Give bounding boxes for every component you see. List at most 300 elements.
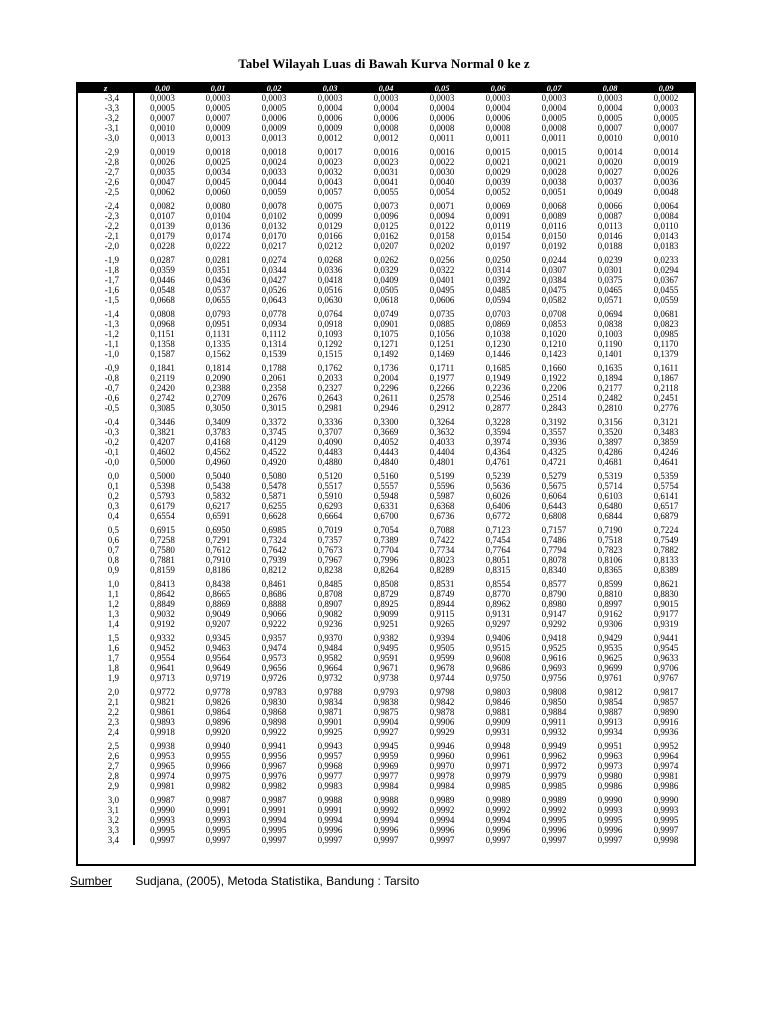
table-body <box>78 93 694 845</box>
probability-cell: 0,9964 <box>653 751 679 761</box>
probability-cell: 0,9370 <box>317 633 343 643</box>
z-value: -1,9 <box>78 255 134 265</box>
probability-cell: 0,0681 <box>653 309 679 319</box>
probability-cell: 0,0036 <box>653 177 679 187</box>
probability-cell: 0,9406 <box>485 633 511 643</box>
probability-cell: 0,7291 <box>205 535 231 545</box>
probability-cell: 0,0009 <box>205 123 231 133</box>
probability-cell: 0,3015 <box>261 403 287 413</box>
probability-cell: 0,9382 <box>373 633 399 643</box>
probability-cell: 0,0019 <box>653 157 679 167</box>
z-value: 1,2 <box>78 599 134 609</box>
probability-cell: 0,6026 <box>485 491 511 501</box>
z-value: 1,4 <box>78 619 134 629</box>
probability-cell: 0,9032 <box>150 609 175 619</box>
probability-cell: 0,0026 <box>653 167 679 177</box>
probability-cell: 0,9484 <box>317 643 343 653</box>
probability-cell: 0,2118 <box>653 383 679 393</box>
probability-cell: 0,9767 <box>653 673 679 683</box>
probability-cell: 0,0003 <box>653 103 679 113</box>
probability-cell: 0,9306 <box>597 619 623 629</box>
probability-cell: 0,1230 <box>485 339 511 349</box>
probability-cell: 0,3372 <box>261 417 287 427</box>
probability-cell: 0,9842 <box>429 697 455 707</box>
probability-cell: 0,9719 <box>205 673 231 683</box>
probability-cell: 0,0202 <box>429 241 455 251</box>
probability-cell: 0,0049 <box>597 187 623 197</box>
probability-cell: 0,9788 <box>317 687 343 697</box>
probability-cell: 0,9904 <box>373 717 399 727</box>
probability-cell: 0,0004 <box>597 103 623 113</box>
probability-cell: 0,9995 <box>150 825 175 835</box>
table-row <box>78 717 694 727</box>
probability-cell: 0,9099 <box>373 609 399 619</box>
probability-cell: 0,9564 <box>205 653 231 663</box>
probability-cell: 0,6915 <box>150 525 175 535</box>
probability-cell: 0,9949 <box>541 741 567 751</box>
table-header <box>78 84 694 93</box>
probability-cell: 0,6179 <box>150 501 175 511</box>
probability-cell: 0,0526 <box>261 285 287 295</box>
probability-cell: 0,5160 <box>373 471 399 481</box>
z-value: -0,1 <box>78 447 134 457</box>
probability-cell: 0,2206 <box>541 383 567 393</box>
z-value: -2,7 <box>78 167 134 177</box>
probability-cell: 0,2810 <box>597 403 623 413</box>
probability-cell: 0,5754 <box>653 481 679 491</box>
probability-cell: 0,9699 <box>597 663 623 673</box>
table-row <box>78 535 694 545</box>
probability-cell: 0,5675 <box>541 481 567 491</box>
table-row <box>78 751 694 761</box>
probability-cell: 0,0668 <box>150 295 175 305</box>
probability-cell: 0,0793 <box>205 309 231 319</box>
z-value: 1,5 <box>78 633 134 643</box>
probability-cell: 0,8869 <box>205 599 231 609</box>
probability-cell: 0,4681 <box>597 457 623 467</box>
probability-cell: 0,2266 <box>429 383 455 393</box>
probability-cell: 0,9980 <box>597 771 623 781</box>
probability-cell: 0,5398 <box>150 481 175 491</box>
probability-cell: 0,5478 <box>261 481 287 491</box>
probability-cell: 0,9989 <box>429 795 455 805</box>
probability-cell: 0,9992 <box>429 805 455 815</box>
probability-cell: 0,4325 <box>541 447 567 457</box>
probability-cell: 0,0262 <box>373 255 399 265</box>
probability-cell: 0,0150 <box>541 231 567 241</box>
probability-cell: 0,2912 <box>429 403 455 413</box>
probability-cell: 0,9996 <box>541 825 567 835</box>
probability-cell: 0,9997 <box>205 835 231 845</box>
probability-cell: 0,8708 <box>317 589 343 599</box>
probability-cell: 0,7157 <box>541 525 567 535</box>
probability-cell: 0,8340 <box>541 565 567 575</box>
probability-cell: 0,1949 <box>485 373 511 383</box>
probability-cell: 0,0233 <box>653 255 679 265</box>
z-value: 3,3 <box>78 825 134 835</box>
probability-cell: 0,5279 <box>541 471 567 481</box>
table-row <box>78 511 694 521</box>
probability-cell: 0,0559 <box>653 295 679 305</box>
probability-cell: 0,9994 <box>317 815 343 825</box>
probability-cell: 0,0136 <box>205 221 231 231</box>
probability-cell: 0,8962 <box>485 599 511 609</box>
probability-cell: 0,8315 <box>485 565 511 575</box>
probability-cell: 0,9893 <box>150 717 175 727</box>
probability-cell: 0,9992 <box>485 805 511 815</box>
header-col-8: 0,07 <box>526 84 582 93</box>
probability-cell: 0,0853 <box>541 319 567 329</box>
probability-cell: 0,9995 <box>205 825 231 835</box>
probability-cell: 0,0020 <box>597 157 623 167</box>
probability-cell: 0,4840 <box>373 457 399 467</box>
probability-cell: 0,1379 <box>653 349 679 359</box>
probability-cell: 0,4761 <box>485 457 511 467</box>
probability-cell: 0,9817 <box>653 687 679 697</box>
probability-cell: 0,0436 <box>205 275 231 285</box>
probability-cell: 0,0162 <box>373 231 399 241</box>
table-row <box>78 481 694 491</box>
probability-cell: 0,0505 <box>373 285 399 295</box>
z-value: -1,6 <box>78 285 134 295</box>
probability-cell: 0,1587 <box>150 349 175 359</box>
probability-cell: 0,1711 <box>429 363 455 373</box>
probability-cell: 0,9713 <box>150 673 175 683</box>
table-row <box>78 781 694 791</box>
probability-cell: 0,0418 <box>317 275 343 285</box>
probability-cell: 0,1977 <box>429 373 455 383</box>
probability-cell: 0,9943 <box>317 741 343 751</box>
probability-cell: 0,5040 <box>205 471 231 481</box>
table-row <box>78 103 694 113</box>
probability-cell: 0,9554 <box>150 653 175 663</box>
probability-cell: 0,7612 <box>205 545 231 555</box>
z-value: 2,0 <box>78 687 134 697</box>
probability-cell: 0,8212 <box>261 565 287 575</box>
probability-cell: 0,9977 <box>317 771 343 781</box>
probability-cell: 0,0239 <box>597 255 623 265</box>
probability-cell: 0,9898 <box>261 717 287 727</box>
probability-cell: 0,0107 <box>150 211 175 221</box>
probability-cell: 0,0367 <box>653 275 679 285</box>
probability-cell: 0,9997 <box>653 825 679 835</box>
probability-cell: 0,9875 <box>373 707 399 717</box>
probability-cell: 0,9991 <box>317 805 343 815</box>
probability-cell: 0,0010 <box>150 123 175 133</box>
z-value: 1,6 <box>78 643 134 653</box>
probability-cell: 0,0869 <box>485 319 511 329</box>
probability-cell: 0,0017 <box>317 147 343 157</box>
probability-cell: 0,9573 <box>261 653 287 663</box>
probability-cell: 0,9772 <box>150 687 175 697</box>
z-value: -1,7 <box>78 275 134 285</box>
probability-cell: 0,1020 <box>541 329 567 339</box>
probability-cell: 0,9938 <box>150 741 175 751</box>
probability-cell: 0,9991 <box>205 805 231 815</box>
probability-cell: 0,1003 <box>597 329 623 339</box>
probability-cell: 0,9957 <box>317 751 343 761</box>
probability-cell: 0,2546 <box>485 393 511 403</box>
probability-cell: 0,0021 <box>541 157 567 167</box>
probability-cell: 0,0006 <box>317 113 343 123</box>
table-row <box>78 565 694 575</box>
probability-cell: 0,6368 <box>429 501 455 511</box>
probability-cell: 0,7823 <box>597 545 623 555</box>
probability-cell: 0,0537 <box>205 285 231 295</box>
table-row <box>78 309 694 319</box>
probability-cell: 0,0080 <box>205 201 231 211</box>
probability-cell: 0,3745 <box>261 427 287 437</box>
probability-cell: 0,0043 <box>317 177 343 187</box>
probability-cell: 0,9983 <box>317 781 343 791</box>
probability-cell: 0,9599 <box>429 653 455 663</box>
probability-cell: 0,0375 <box>597 275 623 285</box>
probability-cell: 0,8770 <box>485 589 511 599</box>
probability-cell: 0,0026 <box>150 157 175 167</box>
header-col-5: 0,04 <box>358 84 414 93</box>
probability-cell: 0,0132 <box>261 221 287 231</box>
probability-cell: 0,9265 <box>429 619 455 629</box>
probability-cell: 0,1151 <box>150 329 175 339</box>
probability-cell: 0,1814 <box>205 363 231 373</box>
probability-cell: 0,9925 <box>317 727 343 737</box>
probability-cell: 0,8729 <box>373 589 399 599</box>
probability-cell: 0,9994 <box>429 815 455 825</box>
probability-cell: 0,8997 <box>597 599 623 609</box>
table-row <box>78 383 694 393</box>
probability-cell: 0,0485 <box>485 285 511 295</box>
probability-cell: 0,9995 <box>541 815 567 825</box>
header-row <box>78 84 694 93</box>
probability-cell: 0,8686 <box>261 589 287 599</box>
probability-cell: 0,0307 <box>541 265 567 275</box>
probability-cell: 0,2451 <box>653 393 679 403</box>
probability-cell: 0,9918 <box>150 727 175 737</box>
probability-cell: 0,0823 <box>653 319 679 329</box>
probability-cell: 0,8849 <box>150 599 175 609</box>
z-value: -0,6 <box>78 393 134 403</box>
probability-cell: 0,2090 <box>205 373 231 383</box>
probability-cell: 0,9978 <box>429 771 455 781</box>
probability-cell: 0,9981 <box>150 781 175 791</box>
probability-cell: 0,8749 <box>429 589 455 599</box>
probability-cell: 0,9192 <box>150 619 175 629</box>
probability-cell: 0,0082 <box>150 201 175 211</box>
probability-cell: 0,7939 <box>261 555 287 565</box>
z-value: -1,2 <box>78 329 134 339</box>
probability-cell: 0,9981 <box>653 771 679 781</box>
header-col-4: 0,03 <box>302 84 358 93</box>
probability-cell: 0,9664 <box>317 663 343 673</box>
probability-cell: 0,0010 <box>597 133 623 143</box>
probability-cell: 0,6103 <box>597 491 623 501</box>
probability-cell: 0,9972 <box>541 761 567 771</box>
z-value: -0,5 <box>78 403 134 413</box>
probability-cell: 0,5000 <box>150 471 175 481</box>
probability-cell: 0,9982 <box>205 781 231 791</box>
probability-cell: 0,9963 <box>597 751 623 761</box>
header-col-9: 0,08 <box>582 84 638 93</box>
probability-cell: 0,9913 <box>597 717 623 727</box>
probability-cell: 0,3050 <box>205 403 231 413</box>
probability-cell: 0,0096 <box>373 211 399 221</box>
probability-cell: 0,2177 <box>597 383 623 393</box>
table-row <box>78 771 694 781</box>
table-row <box>78 643 694 653</box>
probability-cell: 0,0119 <box>485 221 511 231</box>
probability-cell: 0,9997 <box>597 835 623 845</box>
probability-cell: 0,9641 <box>150 663 175 673</box>
probability-cell: 0,0066 <box>597 201 623 211</box>
probability-cell: 0,0256 <box>429 255 455 265</box>
probability-cell: 0,9429 <box>597 633 623 643</box>
probability-cell: 0,9783 <box>261 687 287 697</box>
probability-cell: 0,7357 <box>317 535 343 545</box>
probability-cell: 0,0073 <box>373 201 399 211</box>
probability-cell: 0,4207 <box>150 437 175 447</box>
probability-cell: 0,9994 <box>485 815 511 825</box>
z-value: 0,7 <box>78 545 134 555</box>
probability-cell: 0,9976 <box>261 771 287 781</box>
probability-cell: 0,9345 <box>205 633 231 643</box>
probability-cell: 0,5120 <box>317 471 343 481</box>
probability-cell: 0,3783 <box>205 427 231 437</box>
probability-cell: 0,9986 <box>597 781 623 791</box>
probability-cell: 0,9878 <box>429 707 455 717</box>
probability-cell: 0,0013 <box>150 133 175 143</box>
probability-cell: 0,3228 <box>485 417 511 427</box>
probability-cell: 0,6950 <box>205 525 231 535</box>
z-value: 2,7 <box>78 761 134 771</box>
probability-cell: 0,7088 <box>429 525 455 535</box>
probability-cell: 0,9975 <box>205 771 231 781</box>
probability-cell: 0,1446 <box>485 349 511 359</box>
probability-cell: 0,0008 <box>541 123 567 133</box>
probability-cell: 0,9946 <box>429 741 455 751</box>
probability-cell: 0,3446 <box>150 417 175 427</box>
probability-cell: 0,9916 <box>653 717 679 727</box>
probability-cell: 0,9015 <box>653 599 679 609</box>
probability-cell: 0,0384 <box>541 275 567 285</box>
header-col-2: 0,01 <box>190 84 246 93</box>
probability-cell: 0,9738 <box>373 673 399 683</box>
probability-cell: 0,0166 <box>317 231 343 241</box>
z-value: -1,5 <box>78 295 134 305</box>
probability-cell: 0,0052 <box>485 187 511 197</box>
probability-cell: 0,0068 <box>541 201 567 211</box>
probability-cell: 0,5199 <box>429 471 455 481</box>
probability-cell: 0,2388 <box>205 383 231 393</box>
table-row <box>78 545 694 555</box>
z-value: -2,9 <box>78 147 134 157</box>
probability-cell: 0,9984 <box>373 781 399 791</box>
probability-cell: 0,3085 <box>150 403 175 413</box>
table-row <box>78 707 694 717</box>
table-row <box>78 471 694 481</box>
probability-cell: 0,9969 <box>373 761 399 771</box>
probability-cell: 0,6879 <box>653 511 679 521</box>
probability-cell: 0,0004 <box>541 103 567 113</box>
probability-cell: 0,0125 <box>373 221 399 231</box>
probability-cell: 0,0003 <box>485 93 511 103</box>
probability-cell: 0,9984 <box>429 781 455 791</box>
probability-cell: 0,0010 <box>653 133 679 143</box>
probability-cell: 0,4960 <box>205 457 231 467</box>
probability-cell: 0,0041 <box>373 177 399 187</box>
probability-cell: 0,3557 <box>541 427 567 437</box>
z-value: 1,0 <box>78 579 134 589</box>
probability-cell: 0,8485 <box>317 579 343 589</box>
header-col-1: 0,00 <box>134 84 190 93</box>
probability-cell: 0,9989 <box>541 795 567 805</box>
probability-cell: 0,6591 <box>205 511 231 521</box>
probability-cell: 0,3859 <box>653 437 679 447</box>
probability-cell: 0,7734 <box>429 545 455 555</box>
probability-cell: 0,1401 <box>597 349 623 359</box>
probability-cell: 0,9909 <box>485 717 511 727</box>
probability-cell: 0,5714 <box>597 481 623 491</box>
probability-cell: 0,3121 <box>653 417 679 427</box>
probability-cell: 0,8389 <box>653 565 679 575</box>
probability-cell: 0,9251 <box>373 619 399 629</box>
probability-cell: 0,5948 <box>373 491 399 501</box>
probability-cell: 0,7549 <box>653 535 679 545</box>
probability-cell: 0,9945 <box>373 741 399 751</box>
probability-cell: 0,1210 <box>541 339 567 349</box>
probability-cell: 0,0104 <box>205 211 231 221</box>
table-row <box>78 295 694 305</box>
probability-cell: 0,0158 <box>429 231 455 241</box>
probability-cell: 0,9906 <box>429 717 455 727</box>
probability-cell: 0,0014 <box>597 147 623 157</box>
probability-cell: 0,0630 <box>317 295 343 305</box>
probability-cell: 0,9971 <box>485 761 511 771</box>
probability-cell: 0,9991 <box>261 805 287 815</box>
z-value: -2,2 <box>78 221 134 231</box>
probability-cell: 0,9995 <box>261 825 287 835</box>
probability-cell: 0,0015 <box>541 147 567 157</box>
probability-cell: 0,6554 <box>150 511 175 521</box>
probability-cell: 0,6443 <box>541 501 567 511</box>
probability-cell: 0,8159 <box>150 565 175 575</box>
table-row <box>78 619 694 629</box>
probability-cell: 0,0007 <box>653 123 679 133</box>
probability-cell: 0,0008 <box>485 123 511 133</box>
probability-cell: 0,3483 <box>653 427 679 437</box>
probability-cell: 0,2843 <box>541 403 567 413</box>
probability-cell: 0,9332 <box>150 633 175 643</box>
probability-cell: 0,7967 <box>317 555 343 565</box>
probability-cell: 0,2358 <box>261 383 287 393</box>
probability-cell: 0,0281 <box>205 255 231 265</box>
probability-cell: 0,9973 <box>597 761 623 771</box>
table-row <box>78 525 694 535</box>
probability-cell: 0,0089 <box>541 211 567 221</box>
probability-cell: 0,0003 <box>261 93 287 103</box>
probability-cell: 0,9896 <box>205 717 231 727</box>
probability-cell: 0,0139 <box>150 221 175 231</box>
probability-cell: 0,0188 <box>597 241 623 251</box>
probability-cell: 0,1492 <box>373 349 399 359</box>
probability-cell: 0,1335 <box>205 339 231 349</box>
probability-cell: 0,8665 <box>205 589 231 599</box>
table-row <box>78 373 694 383</box>
probability-cell: 0,9861 <box>150 707 175 717</box>
probability-cell: 0,0003 <box>429 93 455 103</box>
probability-cell: 0,1894 <box>597 373 623 383</box>
probability-cell: 0,4246 <box>653 447 679 457</box>
probability-cell: 0,0548 <box>150 285 175 295</box>
